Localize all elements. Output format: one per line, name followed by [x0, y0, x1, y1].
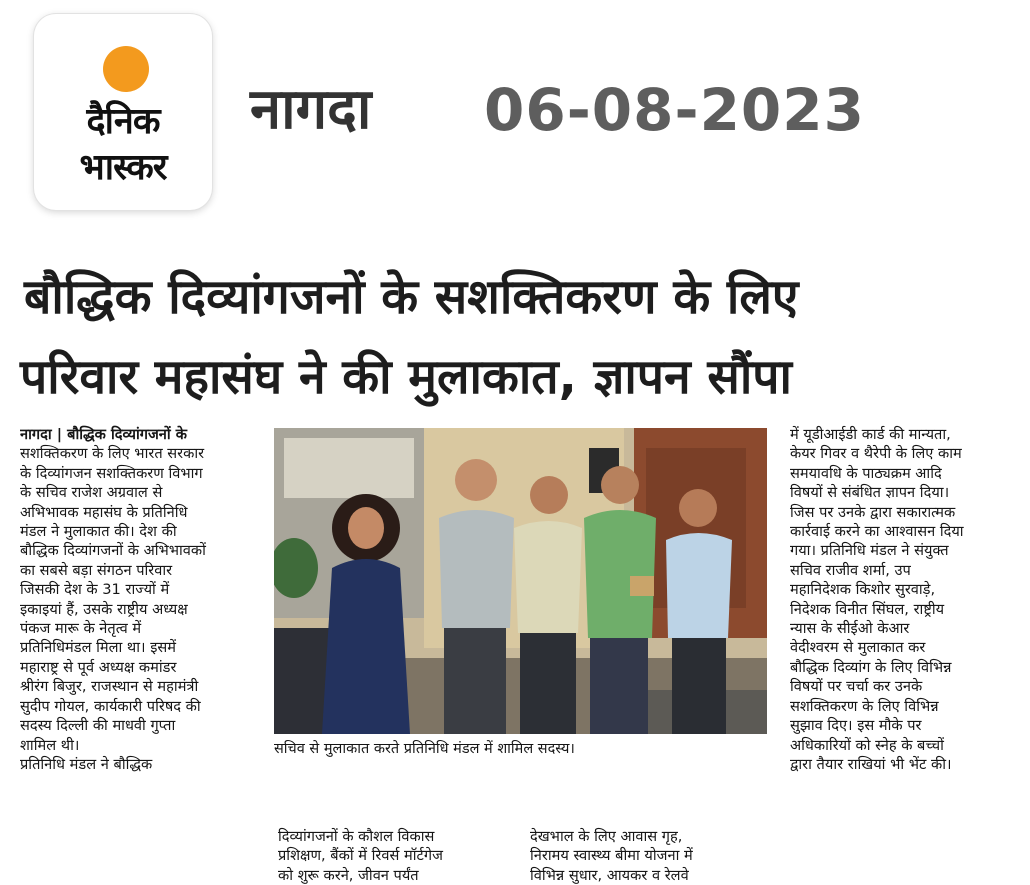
- article-text-line: सशक्तिकरण के लिए विभिन्न: [790, 697, 939, 715]
- article-text-line: कार्रवाई करने का आश्वासन दिया: [790, 523, 964, 541]
- article-text-line: निरामय स्वास्थ्य बीमा योजना में: [530, 847, 693, 865]
- article-text-line: महानिदेशक किशोर सुरवाड़े,: [790, 581, 936, 599]
- headline-line-2: परिवार महासंघ ने की मुलाकात, ज्ञापन सौंपा: [20, 349, 792, 405]
- edition-city: नागदा: [250, 77, 372, 142]
- article-text-line: सुझाव दिए। इस मौके पर: [790, 717, 922, 735]
- article-text-line: जिसकी देश के 31 राज्यों में: [20, 581, 170, 599]
- logo-word-dainik: दैनिक: [86, 101, 160, 142]
- article-text-line: अधिकारियों को स्नेह के बच्चों: [790, 736, 944, 754]
- article-text-line: इकाइयां हैं, उसके राष्ट्रीय अध्यक्ष: [20, 600, 188, 618]
- article-text-line: सदस्य दिल्ली की माधवी गुप्ता: [20, 717, 176, 735]
- sun-dot-icon: [103, 46, 149, 92]
- article-text-line: जिस पर उनके द्वारा सकारात्मक: [790, 503, 956, 521]
- article-text-line: में यूडीआईडी कार्ड की मान्यता,: [790, 426, 951, 443]
- news-photo: [274, 428, 767, 734]
- article-text-line: न्यास के सीईओ केआर: [790, 620, 910, 638]
- article-text-line: केयर गिवर व थैरेपी के लिए काम: [790, 445, 962, 463]
- article-text-line: को शुरू करने, जीवन पर्यंत: [278, 866, 419, 884]
- article-text-line: विभिन्न सुधार, आयकर व रेलवे: [530, 866, 689, 884]
- article-text-line: दिव्यांगजनों के कौशल विकास: [278, 828, 435, 845]
- article-text-line: निदेशक विनीत सिंघल, राष्ट्रीय: [790, 600, 945, 618]
- article-text-line: के सचिव राजेश अग्रवाल से: [20, 484, 163, 502]
- article-text-line: के दिव्यांगजन सशक्तिकरण विभाग: [20, 464, 203, 482]
- newspaper-logo: [34, 14, 212, 210]
- article-text-line: नागदा | बौद्धिक दिव्यांगजनों के: [20, 426, 187, 443]
- article-column-1: [20, 425, 258, 774]
- article-text-line: सुदीप गोयल, कार्यकारी परिषद की: [20, 697, 201, 715]
- headline-line-1: बौद्धिक दिव्यांगजनों के सशक्तिकरण के लिए: [24, 269, 799, 325]
- article-text-line: बौद्धिक दिव्यांग के लिए विभिन्न: [790, 658, 952, 676]
- group-photo-illustration: [274, 428, 767, 734]
- article-column-3: [530, 827, 770, 885]
- article-column-4: [790, 425, 1020, 774]
- edition-date: 06-08-2023: [484, 76, 865, 144]
- article-text-line: विषयों से संबंधित ज्ञापन दिया।: [790, 484, 950, 502]
- article-text-line: श्रीरंग बिजुर, राजस्थान से महामंत्री: [20, 678, 199, 696]
- article-column-2: [278, 827, 516, 885]
- photo-caption: सचिव से मुलाकात करते प्रतिनिधि मंडल में शामिल सदस्य।: [274, 741, 575, 757]
- article-text-line: देखभाल के लिए आवास गृह,: [530, 828, 683, 845]
- article-text-line: मंडल ने मुलाकात की। देश की: [20, 523, 177, 541]
- article-text-line: शामिल थी।: [20, 736, 80, 754]
- article-text-line: का सबसे बड़ा संगठन परिवार: [20, 561, 173, 579]
- article-text-line: प्रतिनिधि मंडल ने बौद्धिक: [20, 755, 153, 773]
- article-text-line: पंकज मारू के नेतृत्व में: [20, 620, 142, 638]
- article-text-line: प्रतिनिधिमंडल मिला था। इसमें: [20, 639, 176, 657]
- article-text-line: समयावधि के पाठ्यक्रम आदि: [790, 464, 942, 482]
- article-text-line: महाराष्ट्र से पूर्व अध्यक्ष कमांडर: [20, 658, 177, 676]
- logo-word-bhaskar: भास्कर: [79, 147, 167, 188]
- article-text-line: वेदीश्वरम से मुलाकात कर: [790, 639, 926, 657]
- article-text-line: बौद्धिक दिव्यांगजनों के अभिभावकों: [20, 542, 206, 560]
- article-text-line: गया। प्रतिनिधि मंडल ने संयुक्त: [790, 542, 949, 560]
- article-text-line: सशक्तिकरण के लिए भारत सरकार: [20, 445, 205, 463]
- article-text-line: सचिव राजीव शर्मा, उप: [790, 561, 911, 579]
- article-text-line: विषयों पर चर्चा कर उनके: [790, 678, 923, 696]
- article-text-line: द्वारा तैयार राखियां भी भेंट की।: [790, 755, 952, 773]
- article-text-line: प्रशिक्षण, बैंकों में रिवर्स मॉर्टगेज: [278, 847, 443, 865]
- article-text-line: अभिभावक महासंघ के प्रतिनिधि: [20, 503, 188, 521]
